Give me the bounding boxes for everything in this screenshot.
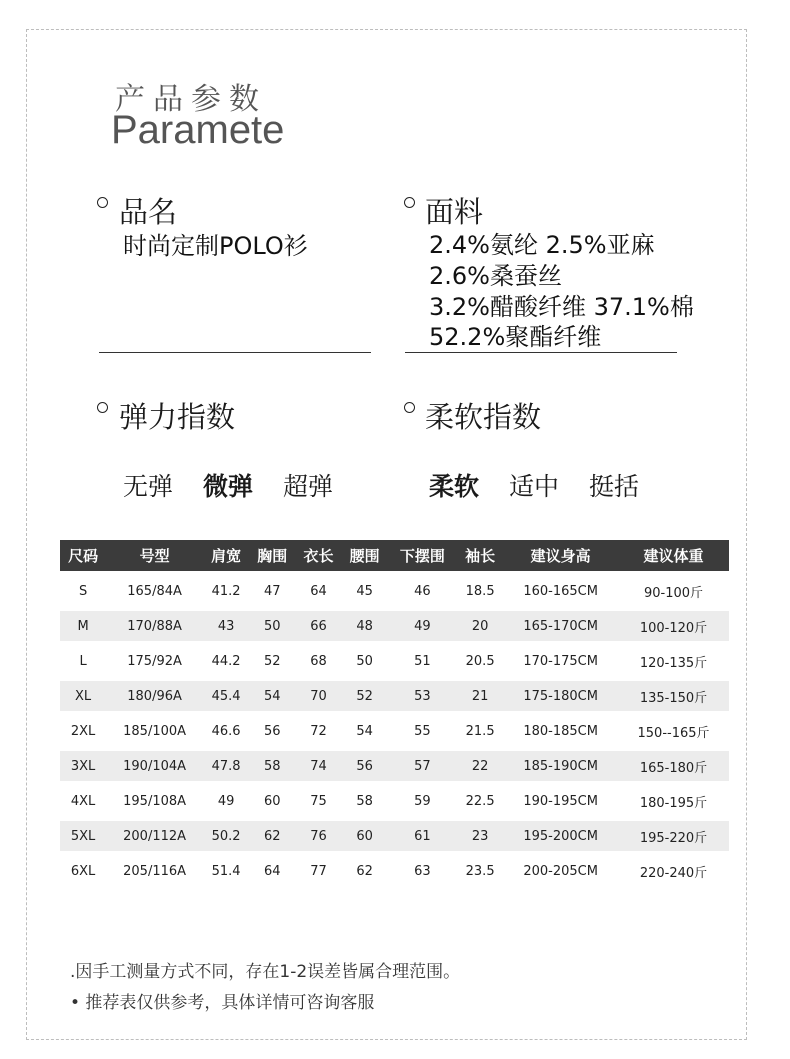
table-row	[60, 609, 729, 644]
elasticity-option-selected: 微弹	[203, 472, 254, 501]
table-cell: 165-170CM	[503, 609, 618, 644]
name-value: 时尚定制POLO衫	[123, 232, 308, 260]
table-cell: 56	[342, 749, 388, 784]
bullet-circle-icon	[404, 402, 415, 413]
fabric-line: 3.2%醋酸纤维 37.1%棉	[429, 293, 694, 321]
table-cell: 66	[295, 609, 341, 644]
table-cell: 185/100A	[106, 714, 203, 749]
table-cell: 90-100斤	[618, 574, 729, 609]
table-cell: M	[60, 609, 106, 644]
table-cell: 41.2	[203, 574, 249, 609]
table-cell: S	[60, 574, 106, 609]
table-cell: 59	[388, 784, 457, 819]
table-cell: 205/116A	[106, 854, 203, 889]
table-cell: 170-175CM	[503, 644, 618, 679]
table-cell: 62	[249, 819, 295, 854]
column-header: 尺码	[60, 540, 106, 574]
table-cell: 52	[342, 679, 388, 714]
table-body	[60, 574, 729, 889]
table-cell: 48	[342, 609, 388, 644]
table-cell: 74	[295, 749, 341, 784]
table-row	[60, 784, 729, 819]
elasticity-option: 超弹	[283, 472, 334, 501]
title-cn: 产品参数	[115, 82, 267, 117]
column-header: 建议身高	[503, 540, 618, 574]
table-cell: 175-180CM	[503, 679, 618, 714]
table-cell: 200/112A	[106, 819, 203, 854]
column-header: 胸围	[249, 540, 295, 574]
table-cell: 18.5	[457, 574, 503, 609]
table-cell: 58	[342, 784, 388, 819]
table-row	[60, 819, 729, 854]
table-cell: 49	[203, 784, 249, 819]
title-en: Paramete	[111, 108, 285, 152]
table-cell: 61	[388, 819, 457, 854]
column-header: 衣长	[295, 540, 341, 574]
table-cell: 60	[342, 819, 388, 854]
table-cell: 2XL	[60, 714, 106, 749]
table-cell: 51.4	[203, 854, 249, 889]
table-cell: 50	[249, 609, 295, 644]
table-cell: 180/96A	[106, 679, 203, 714]
table-cell: 195-200CM	[503, 819, 618, 854]
table-cell: 170/88A	[106, 609, 203, 644]
softness-option: 适中	[509, 472, 560, 501]
table-cell: 3XL	[60, 749, 106, 784]
table-cell: 51	[388, 644, 457, 679]
column-header: 肩宽	[203, 540, 249, 574]
table-row	[60, 574, 729, 609]
table-cell: 57	[388, 749, 457, 784]
note-reference: • 推荐表仅供参考，具体详情可咨询客服	[70, 993, 375, 1013]
table-cell: 50	[342, 644, 388, 679]
note-measurement: .因手工测量方式不同，存在1-2误差皆属合理范围。	[70, 962, 461, 982]
table-cell: 135-150斤	[618, 679, 729, 714]
table-cell: 150--165斤	[618, 714, 729, 749]
table-cell: 200-205CM	[503, 854, 618, 889]
table-cell: 68	[295, 644, 341, 679]
table-cell: 22	[457, 749, 503, 784]
table-cell: 46.6	[203, 714, 249, 749]
table-cell: 47	[249, 574, 295, 609]
column-header: 号型	[106, 540, 203, 574]
fabric-line: 2.6%桑蚕丝	[429, 262, 562, 290]
bullet-circle-icon	[97, 197, 108, 208]
table-cell: 6XL	[60, 854, 106, 889]
table-row	[60, 749, 729, 784]
table-cell: 54	[249, 679, 295, 714]
divider	[405, 352, 677, 353]
table-cell: 160-165CM	[503, 574, 618, 609]
table-cell: 190-195CM	[503, 784, 618, 819]
fabric-line: 2.4%氨纶 2.5%亚麻	[429, 231, 655, 259]
fabric-label: 面料	[425, 195, 484, 229]
table-cell: 64	[295, 574, 341, 609]
table-cell: 45.4	[203, 679, 249, 714]
table-cell: 23	[457, 819, 503, 854]
table-cell: 45	[342, 574, 388, 609]
table-row	[60, 854, 729, 889]
table-cell: 4XL	[60, 784, 106, 819]
table-cell: 77	[295, 854, 341, 889]
table-cell: 60	[249, 784, 295, 819]
elasticity-options	[123, 467, 333, 503]
table-cell: 52	[249, 644, 295, 679]
table-cell: 21	[457, 679, 503, 714]
table-cell: L	[60, 644, 106, 679]
name-label: 品名	[119, 195, 178, 229]
table-cell: 54	[342, 714, 388, 749]
bullet-circle-icon	[97, 402, 108, 413]
table-cell: 70	[295, 679, 341, 714]
softness-label: 柔软指数	[425, 400, 542, 434]
table-cell: 100-120斤	[618, 609, 729, 644]
table-cell: 190/104A	[106, 749, 203, 784]
table-cell: 43	[203, 609, 249, 644]
table-row	[60, 714, 729, 749]
table-cell: 55	[388, 714, 457, 749]
table-cell: 47.8	[203, 749, 249, 784]
table-cell: 220-240斤	[618, 854, 729, 889]
table-cell: 56	[249, 714, 295, 749]
table-cell: 75	[295, 784, 341, 819]
bullet-circle-icon	[404, 197, 415, 208]
table-cell: 64	[249, 854, 295, 889]
table-cell: 49	[388, 609, 457, 644]
table-header-row	[60, 540, 729, 574]
table-cell: 175/92A	[106, 644, 203, 679]
table-cell: 120-135斤	[618, 644, 729, 679]
column-header: 建议体重	[618, 540, 729, 574]
size-table	[60, 540, 729, 891]
table-cell: 20.5	[457, 644, 503, 679]
column-header: 腰围	[342, 540, 388, 574]
table-cell: 185-190CM	[503, 749, 618, 784]
table-cell: 62	[342, 854, 388, 889]
table-cell: 50.2	[203, 819, 249, 854]
column-header: 袖长	[457, 540, 503, 574]
table-row	[60, 644, 729, 679]
table-cell: 53	[388, 679, 457, 714]
softness-option: 挺括	[589, 472, 640, 501]
table-cell: 63	[388, 854, 457, 889]
elasticity-label: 弹力指数	[119, 400, 236, 434]
table-cell: 195-220斤	[618, 819, 729, 854]
table-cell: 5XL	[60, 819, 106, 854]
table-cell: 76	[295, 819, 341, 854]
table-cell: 58	[249, 749, 295, 784]
table-cell: 195/108A	[106, 784, 203, 819]
table-cell: 23.5	[457, 854, 503, 889]
table-cell: 21.5	[457, 714, 503, 749]
table-cell: 165/84A	[106, 574, 203, 609]
table-cell: 72	[295, 714, 341, 749]
table-cell: 180-195斤	[618, 784, 729, 819]
table-cell: 165-180斤	[618, 749, 729, 784]
table-cell: 20	[457, 609, 503, 644]
table-cell: 180-185CM	[503, 714, 618, 749]
table-row	[60, 679, 729, 714]
table-cell: 46	[388, 574, 457, 609]
fabric-line: 52.2%聚酯纤维	[429, 323, 602, 351]
softness-options	[429, 467, 639, 503]
table-cell: XL	[60, 679, 106, 714]
table-cell: 44.2	[203, 644, 249, 679]
table-cell: 22.5	[457, 784, 503, 819]
divider	[99, 352, 371, 353]
elasticity-option: 无弹	[123, 472, 174, 501]
column-header: 下摆围	[388, 540, 457, 574]
softness-option-selected: 柔软	[429, 472, 480, 501]
